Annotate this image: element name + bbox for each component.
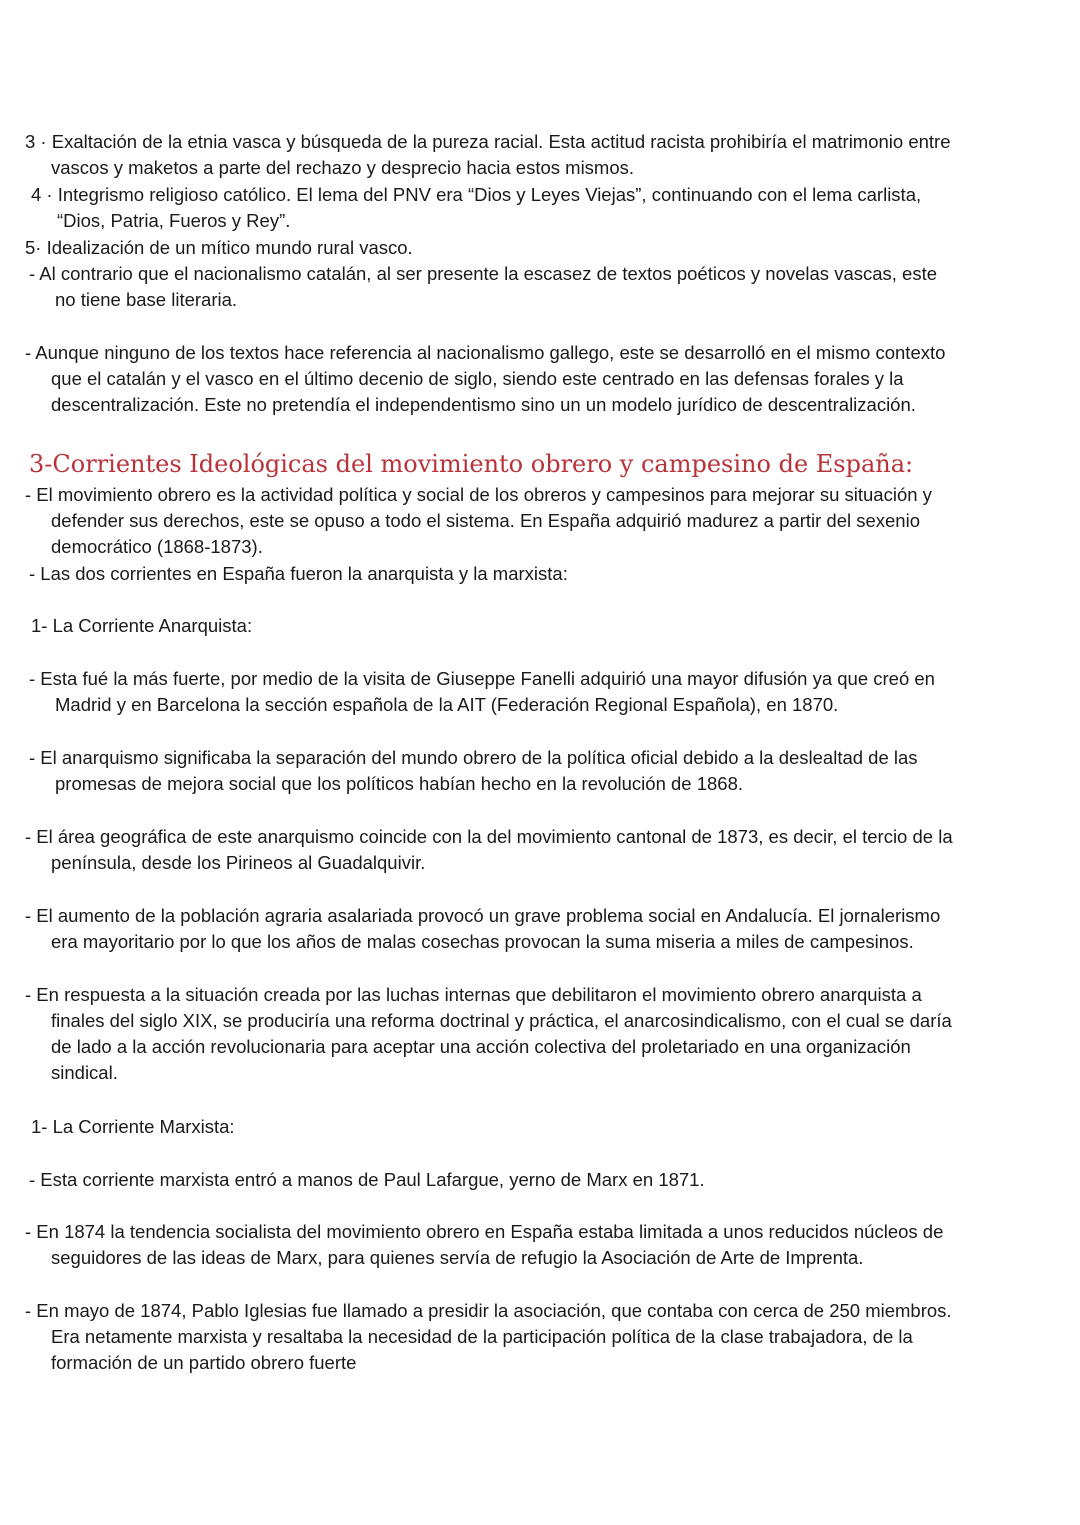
paragraph-line: no tiene base literaria. bbox=[55, 289, 238, 310]
paragraph bbox=[25, 824, 953, 876]
paragraph bbox=[25, 340, 945, 418]
paragraph-line: sindical. bbox=[51, 1062, 118, 1083]
paragraph-line: descentralización. Este no pretendía el independentismo sino un un modelo jurídico de descentralización. bbox=[51, 394, 916, 415]
paragraph bbox=[31, 182, 921, 234]
paragraph-line: - Esta fué la más fuerte, por medio de la visita de Giuseppe Fanelli adquirió una mayor difusión ya que creó en bbox=[29, 668, 935, 689]
paragraph-line: promesas de mejora social que los políticos habían hecho en la revolución de 1868. bbox=[55, 773, 744, 794]
paragraph-line: - El movimiento obrero es la actividad política y social de los obreros y campesinos para mejorar su situación y bbox=[25, 484, 932, 505]
paragraph bbox=[29, 666, 935, 718]
paragraph bbox=[25, 129, 951, 181]
paragraph-line: - Esta corriente marxista entró a manos de Paul Lafargue, yerno de Marx en 1871. bbox=[29, 1169, 705, 1190]
paragraph-line: 3 · Exaltación de la etnia vasca y búsqueda de la pureza racial. Esta actitud racista prohibiría el matrimonio entre bbox=[25, 131, 951, 152]
paragraph bbox=[31, 1114, 235, 1140]
paragraph bbox=[25, 482, 932, 560]
paragraph bbox=[25, 1298, 952, 1376]
paragraph-line: península, desde los Pirineos al Guadalquivir. bbox=[51, 852, 426, 873]
paragraph-line: que el catalán y el vasco en el último decenio de siglo, siendo este centrado en las defensas forales y la bbox=[51, 368, 904, 389]
paragraph bbox=[29, 1167, 705, 1193]
paragraph bbox=[25, 235, 413, 261]
paragraph-line: 5· Idealización de un mítico mundo rural vasco. bbox=[25, 237, 413, 258]
paragraph-line: “Dios, Patria, Fueros y Rey”. bbox=[57, 210, 291, 231]
paragraph bbox=[31, 613, 252, 639]
paragraph-line: - En mayo de 1874, Pablo Iglesias fue llamado a presidir la asociación, que contaba con cerca de 250 miembros. bbox=[25, 1300, 952, 1321]
paragraph-line: finales del siglo XIX, se produciría una reforma doctrinal y práctica, el anarcosindicalismo, con el cual se daría bbox=[51, 1010, 952, 1031]
paragraph bbox=[25, 982, 952, 1086]
paragraph-line: 4 · Integrismo religioso católico. El lema del PNV era “Dios y Leyes Viejas”, continuando con el lema carlista, bbox=[31, 184, 922, 205]
section-heading: 3-Corrientes Ideológicas del movimiento obrero y campesino de España: bbox=[29, 450, 914, 478]
paragraph-line: era mayoritario por lo que los años de malas cosechas provocan la suma miseria a miles de campesinos. bbox=[51, 931, 914, 952]
paragraph bbox=[25, 903, 940, 955]
paragraph-line: vascos y maketos a parte del rechazo y desprecio hacia estos mismos. bbox=[51, 157, 635, 178]
paragraph-line: - El área geográfica de este anarquismo coincide con la del movimiento cantonal de 1873, es decir, el tercio de la bbox=[25, 826, 953, 847]
paragraph-line: - Al contrario que el nacionalismo catalán, al ser presente la escasez de textos poéticos y novelas vascas, este bbox=[29, 263, 938, 284]
paragraph bbox=[29, 745, 918, 797]
paragraph-line: Madrid y en Barcelona la sección española de la AIT (Federación Regional Española), en 1870. bbox=[55, 694, 839, 715]
paragraph bbox=[29, 261, 937, 313]
paragraph-line: - En 1874 la tendencia socialista del movimiento obrero en España estaba limitada a unos reducidos núcleos de bbox=[25, 1221, 944, 1242]
paragraph-line: - En respuesta a la situación creada por las luchas internas que debilitaron el movimiento obrero anarquista a bbox=[25, 984, 922, 1005]
paragraph-line: de lado a la acción revolucionaria para aceptar una acción colectiva del proletariado en una organización bbox=[51, 1036, 911, 1057]
paragraph-line: Era netamente marxista y resaltaba la necesidad de la participación política de la clase trabajadora, de la bbox=[51, 1326, 913, 1347]
paragraph-line: seguidores de las ideas de Marx, para quienes servía de refugio la Asociación de Arte de Imprenta. bbox=[51, 1247, 864, 1268]
paragraph bbox=[29, 561, 568, 587]
paragraph-line: - Aunque ninguno de los textos hace referencia al nacionalismo gallego, este se desarrolló en el mismo contexto bbox=[25, 342, 946, 363]
paragraph-line: democrático (1868-1873). bbox=[51, 536, 263, 557]
paragraph-line: - El anarquismo significaba la separación del mundo obrero de la política oficial debido a la deslealtad de las bbox=[29, 747, 918, 768]
paragraph-line: - Las dos corrientes en España fueron la anarquista y la marxista: bbox=[29, 563, 568, 584]
paragraph-line: - El aumento de la población agraria asalariada provocó un grave problema social en Andalucía. El jornalerismo bbox=[25, 905, 941, 926]
paragraph bbox=[25, 1219, 943, 1271]
paragraph-line: formación de un partido obrero fuerte bbox=[51, 1352, 357, 1373]
paragraph-line: defender sus derechos, este se opuso a todo el sistema. En España adquirió madurez a partir del sexenio bbox=[51, 510, 920, 531]
paragraph-line: 1- La Corriente Marxista: bbox=[31, 1116, 235, 1137]
paragraph-line: 1- La Corriente Anarquista: bbox=[31, 615, 253, 636]
